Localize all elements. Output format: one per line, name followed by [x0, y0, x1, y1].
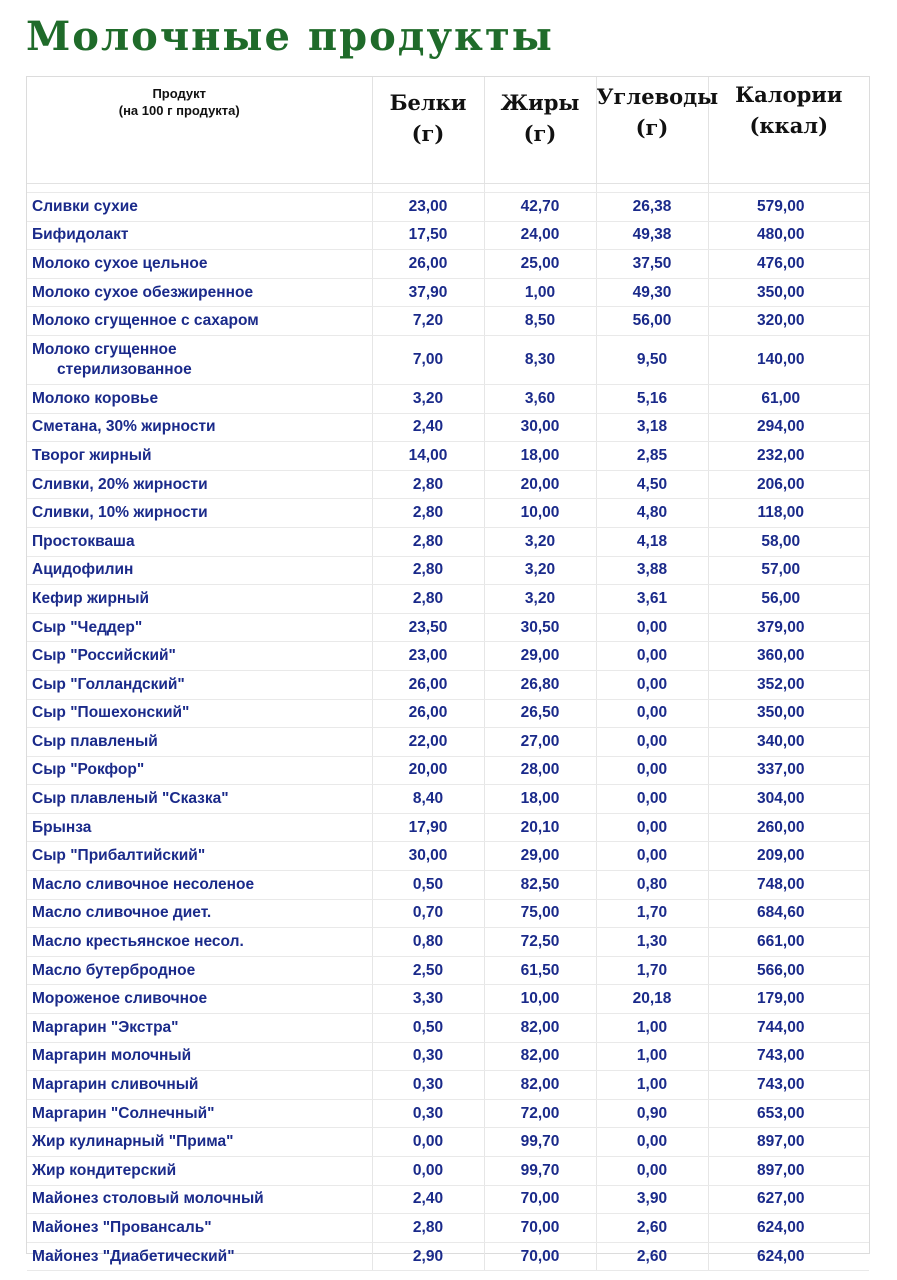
header-calories: [708, 77, 869, 184]
carbs-value: 4,80: [596, 499, 708, 528]
product-name: Масло сливочное несоленое: [27, 871, 372, 900]
protein-value: 26,00: [372, 250, 484, 279]
table-row: [27, 699, 869, 728]
page-title: Молочные продукты: [26, 13, 554, 60]
calories-value: 624,00: [708, 1242, 869, 1271]
calories-value: 118,00: [708, 499, 869, 528]
table-header-row: [27, 77, 869, 184]
table-row: [27, 470, 869, 499]
fat-value: 29,00: [484, 842, 596, 871]
calories-value: 627,00: [708, 1185, 869, 1214]
table-row: [27, 928, 869, 957]
protein-value: 30,00: [372, 842, 484, 871]
table-row: [27, 384, 869, 413]
protein-value: 0,50: [372, 871, 484, 900]
carbs-value: 5,16: [596, 384, 708, 413]
carbs-value: 0,80: [596, 871, 708, 900]
carbs-value: 0,00: [596, 813, 708, 842]
protein-value: 23,00: [372, 193, 484, 222]
header-product: [27, 77, 372, 184]
carbs-value: 3,61: [596, 585, 708, 614]
product-name: Ацидофилин: [27, 556, 372, 585]
product-name: Бифидолакт: [27, 221, 372, 250]
carbs-value: 49,38: [596, 221, 708, 250]
product-name: Жир кулинарный "Прима": [27, 1128, 372, 1157]
fat-value: 99,70: [484, 1157, 596, 1186]
table-row: [27, 785, 869, 814]
fat-value: 24,00: [484, 221, 596, 250]
carbs-value: 1,00: [596, 1042, 708, 1071]
table-row: [27, 585, 869, 614]
fat-value: 25,00: [484, 250, 596, 279]
carbs-value: 0,00: [596, 1128, 708, 1157]
product-name: Масло сливочное диет.: [27, 899, 372, 928]
fat-value: 10,00: [484, 499, 596, 528]
calories-value: 304,00: [708, 785, 869, 814]
fat-value: 82,00: [484, 1071, 596, 1100]
fat-value: 20,00: [484, 470, 596, 499]
product-name: Молоко сгущенное с сахаром: [27, 307, 372, 336]
header-protein: [372, 77, 484, 184]
calories-value: 179,00: [708, 985, 869, 1014]
carbs-value: 9,50: [596, 335, 708, 384]
table-row: [27, 1042, 869, 1071]
calories-value: 661,00: [708, 928, 869, 957]
fat-value: 18,00: [484, 442, 596, 471]
fat-value: 27,00: [484, 728, 596, 757]
fat-value: 29,00: [484, 642, 596, 671]
protein-value: 2,80: [372, 1214, 484, 1243]
fat-value: 26,80: [484, 670, 596, 699]
fat-value: 70,00: [484, 1185, 596, 1214]
protein-value: 0,30: [372, 1071, 484, 1100]
fat-value: 75,00: [484, 899, 596, 928]
protein-value: 37,90: [372, 278, 484, 307]
product-name: Сливки, 10% жирности: [27, 499, 372, 528]
fat-value: 82,00: [484, 1014, 596, 1043]
table-row: [27, 1071, 869, 1100]
header-carbs-unit: (г): [635, 115, 669, 140]
calories-value: 320,00: [708, 307, 869, 336]
product-name: Сыр плавленый "Сказка": [27, 785, 372, 814]
table-row: [27, 1242, 869, 1271]
table-row: [27, 335, 869, 384]
product-name: Маргарин молочный: [27, 1042, 372, 1071]
protein-value: 2,80: [372, 527, 484, 556]
fat-value: 30,50: [484, 613, 596, 642]
carbs-value: 0,00: [596, 842, 708, 871]
fat-value: 26,50: [484, 699, 596, 728]
calories-value: 748,00: [708, 871, 869, 900]
table-row: [27, 1185, 869, 1214]
product-name: Брынза: [27, 813, 372, 842]
protein-value: 2,90: [372, 1242, 484, 1271]
product-name-line1: Молоко сгущенное: [32, 340, 177, 358]
carbs-value: 3,90: [596, 1185, 708, 1214]
protein-value: 0,00: [372, 1128, 484, 1157]
carbs-value: 2,85: [596, 442, 708, 471]
product-name: Масло бутербродное: [27, 956, 372, 985]
table-row: [27, 985, 869, 1014]
calories-value: 897,00: [708, 1157, 869, 1186]
table-row: [27, 1099, 869, 1128]
table-row: [27, 1157, 869, 1186]
calories-value: 480,00: [708, 221, 869, 250]
header-carbs: [596, 77, 719, 184]
calories-value: 684,60: [708, 899, 869, 928]
fat-value: 82,50: [484, 871, 596, 900]
header-carbs-title: Углеводы: [596, 84, 719, 109]
fat-value: 18,00: [484, 785, 596, 814]
fat-value: 8,30: [484, 335, 596, 384]
product-name: Мороженое сливочное: [27, 985, 372, 1014]
header-fat-title: Жиры: [500, 90, 580, 115]
fat-value: 10,00: [484, 985, 596, 1014]
calories-value: 206,00: [708, 470, 869, 499]
product-name: Майонез "Провансаль": [27, 1214, 372, 1243]
table-body: [27, 184, 869, 1271]
spacer-row: [27, 184, 869, 193]
product-name: Маргарин "Солнечный": [27, 1099, 372, 1128]
table-row: [27, 499, 869, 528]
calories-value: 260,00: [708, 813, 869, 842]
protein-value: 23,50: [372, 613, 484, 642]
carbs-value: 1,70: [596, 899, 708, 928]
product-name: Сыр "Пошехонский": [27, 699, 372, 728]
calories-value: 360,00: [708, 642, 869, 671]
protein-value: 2,80: [372, 499, 484, 528]
carbs-value: 0,00: [596, 613, 708, 642]
calories-value: 56,00: [708, 585, 869, 614]
header-protein-title: Белки: [389, 90, 467, 115]
protein-value: 17,90: [372, 813, 484, 842]
calories-value: 744,00: [708, 1014, 869, 1043]
fat-value: 42,70: [484, 193, 596, 222]
fat-value: 20,10: [484, 813, 596, 842]
calories-value: 337,00: [708, 756, 869, 785]
nutrition-table: [27, 77, 869, 1271]
calories-value: 209,00: [708, 842, 869, 871]
carbs-value: 26,38: [596, 193, 708, 222]
fat-value: 70,00: [484, 1242, 596, 1271]
calories-value: 653,00: [708, 1099, 869, 1128]
table-row: [27, 1214, 869, 1243]
calories-value: 61,00: [708, 384, 869, 413]
carbs-value: 56,00: [596, 307, 708, 336]
protein-value: 0,50: [372, 1014, 484, 1043]
carbs-value: 2,60: [596, 1214, 708, 1243]
product-name: Простокваша: [27, 527, 372, 556]
fat-value: 72,00: [484, 1099, 596, 1128]
carbs-value: 0,90: [596, 1099, 708, 1128]
table-row: [27, 670, 869, 699]
carbs-value: 2,60: [596, 1242, 708, 1271]
protein-value: 22,00: [372, 728, 484, 757]
product-name: Сыр "Чеддер": [27, 613, 372, 642]
calories-value: 566,00: [708, 956, 869, 985]
product-name-line2: стерилизованное: [57, 360, 192, 378]
product-name: Молоко коровье: [27, 384, 372, 413]
table-row: [27, 250, 869, 279]
table-row: [27, 956, 869, 985]
protein-value: 2,40: [372, 413, 484, 442]
carbs-value: 0,00: [596, 728, 708, 757]
carbs-value: 1,70: [596, 956, 708, 985]
table-row: [27, 813, 869, 842]
calories-value: 140,00: [708, 335, 869, 384]
table-row: [27, 842, 869, 871]
table-row: [27, 556, 869, 585]
protein-value: 3,30: [372, 985, 484, 1014]
product-name: Сливки сухие: [27, 193, 372, 222]
protein-value: 23,00: [372, 642, 484, 671]
calories-value: 57,00: [708, 556, 869, 585]
product-name: Жир кондитерский: [27, 1157, 372, 1186]
calories-value: 624,00: [708, 1214, 869, 1243]
carbs-value: 20,18: [596, 985, 708, 1014]
protein-value: 26,00: [372, 699, 484, 728]
protein-value: 2,80: [372, 556, 484, 585]
protein-value: 7,20: [372, 307, 484, 336]
protein-value: 2,40: [372, 1185, 484, 1214]
fat-value: 82,00: [484, 1042, 596, 1071]
header-calories-unit: (ккал): [749, 113, 829, 138]
calories-value: 897,00: [708, 1128, 869, 1157]
product-name: Сливки, 20% жирности: [27, 470, 372, 499]
product-name: Сыр плавленый: [27, 728, 372, 757]
carbs-value: 0,00: [596, 699, 708, 728]
product-name: Сыр "Рокфор": [27, 756, 372, 785]
table-row: [27, 728, 869, 757]
protein-value: 0,30: [372, 1042, 484, 1071]
fat-value: 3,20: [484, 585, 596, 614]
product-name: Сыр "Голландский": [27, 670, 372, 699]
calories-value: 58,00: [708, 527, 869, 556]
product-name: Маргарин сливочный: [27, 1071, 372, 1100]
header-fat-unit: (г): [523, 121, 557, 146]
product-name: Творог жирный: [27, 442, 372, 471]
product-name: Масло крестьянское несол.: [27, 928, 372, 957]
header-fat: [484, 77, 596, 184]
table-row: [27, 527, 869, 556]
table-row: [27, 221, 869, 250]
carbs-value: 0,00: [596, 1157, 708, 1186]
fat-value: 72,50: [484, 928, 596, 957]
table-row: [27, 642, 869, 671]
carbs-value: 49,30: [596, 278, 708, 307]
table-row: [27, 871, 869, 900]
protein-value: 20,00: [372, 756, 484, 785]
carbs-value: 1,30: [596, 928, 708, 957]
table-row: [27, 613, 869, 642]
protein-value: 3,20: [372, 384, 484, 413]
fat-value: 3,20: [484, 556, 596, 585]
calories-value: 350,00: [708, 699, 869, 728]
product-name: Майонез столовый молочный: [27, 1185, 372, 1214]
carbs-value: 1,00: [596, 1014, 708, 1043]
table-row: [27, 307, 869, 336]
protein-value: 0,70: [372, 899, 484, 928]
carbs-value: 3,18: [596, 413, 708, 442]
carbs-value: 0,00: [596, 785, 708, 814]
calories-value: 294,00: [708, 413, 869, 442]
product-name: Молоко сухое обезжиренное: [27, 278, 372, 307]
table-row: [27, 193, 869, 222]
protein-value: 7,00: [372, 335, 484, 384]
calories-value: 350,00: [708, 278, 869, 307]
protein-value: 8,40: [372, 785, 484, 814]
protein-value: 2,80: [372, 585, 484, 614]
fat-value: 8,50: [484, 307, 596, 336]
product-name: Сыр "Российский": [27, 642, 372, 671]
carbs-value: 0,00: [596, 670, 708, 699]
calories-value: 379,00: [708, 613, 869, 642]
protein-value: 2,80: [372, 470, 484, 499]
table-row: [27, 899, 869, 928]
calories-value: 476,00: [708, 250, 869, 279]
calories-value: 352,00: [708, 670, 869, 699]
nutrition-table-container: [26, 76, 870, 1265]
table-row: [27, 756, 869, 785]
fat-value: 61,50: [484, 956, 596, 985]
carbs-value: 4,18: [596, 527, 708, 556]
product-name: [27, 335, 372, 384]
carbs-value: 0,00: [596, 756, 708, 785]
fat-value: 3,60: [484, 384, 596, 413]
header-product-title: Продукт: [152, 86, 207, 101]
table-row: [27, 278, 869, 307]
table-row: [27, 413, 869, 442]
protein-value: 2,50: [372, 956, 484, 985]
product-name: Кефир жирный: [27, 585, 372, 614]
calories-value: 232,00: [708, 442, 869, 471]
fat-value: 70,00: [484, 1214, 596, 1243]
protein-value: 0,80: [372, 928, 484, 957]
carbs-value: 0,00: [596, 642, 708, 671]
fat-value: 28,00: [484, 756, 596, 785]
product-name: Маргарин "Экстра": [27, 1014, 372, 1043]
calories-value: 743,00: [708, 1042, 869, 1071]
product-name: Сыр "Прибалтийский": [27, 842, 372, 871]
product-name: Майонез "Диабетический": [27, 1242, 372, 1271]
protein-value: 26,00: [372, 670, 484, 699]
carbs-value: 37,50: [596, 250, 708, 279]
product-name: Сметана, 30% жирности: [27, 413, 372, 442]
protein-value: 17,50: [372, 221, 484, 250]
table-row: [27, 1128, 869, 1157]
calories-value: 743,00: [708, 1071, 869, 1100]
calories-value: 579,00: [708, 193, 869, 222]
header-product-unit: (на 100 г продукта): [118, 103, 240, 118]
protein-value: 0,00: [372, 1157, 484, 1186]
table-row: [27, 442, 869, 471]
carbs-value: 4,50: [596, 470, 708, 499]
protein-value: 0,30: [372, 1099, 484, 1128]
carbs-value: 1,00: [596, 1071, 708, 1100]
header-protein-unit: (г): [411, 121, 445, 146]
carbs-value: 3,88: [596, 556, 708, 585]
fat-value: 99,70: [484, 1128, 596, 1157]
protein-value: 14,00: [372, 442, 484, 471]
fat-value: 1,00: [484, 278, 596, 307]
fat-value: 3,20: [484, 527, 596, 556]
header-calories-title: Калории: [735, 82, 843, 107]
fat-value: 30,00: [484, 413, 596, 442]
product-name: Молоко сухое цельное: [27, 250, 372, 279]
table-row: [27, 1014, 869, 1043]
calories-value: 340,00: [708, 728, 869, 757]
